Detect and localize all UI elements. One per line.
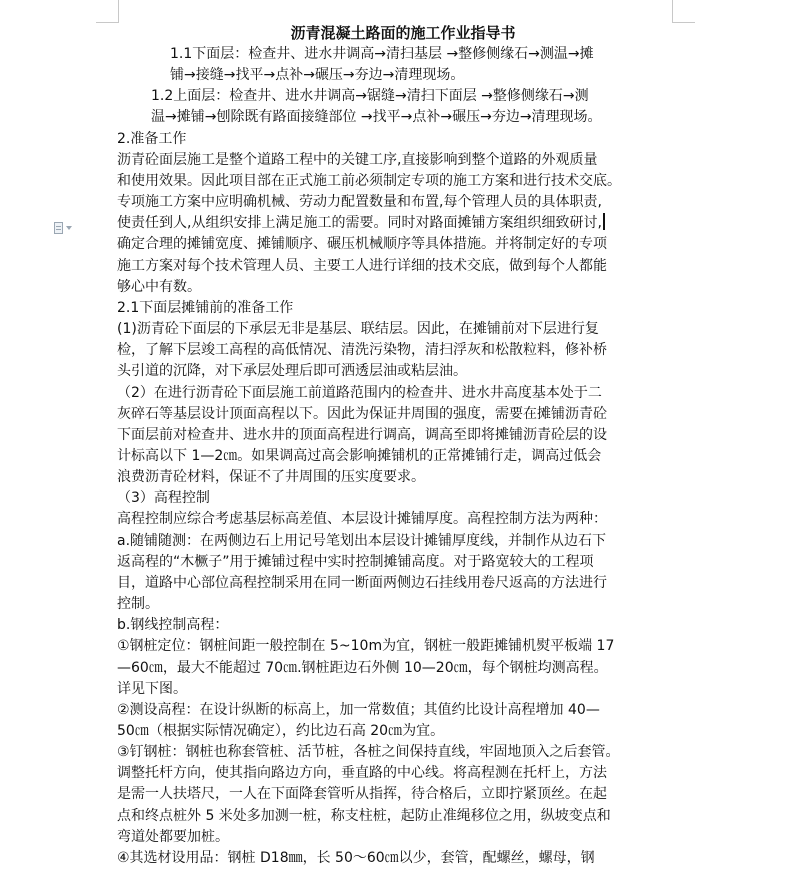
paragraph-step-4: ④其选材设用品：钢桩 D18㎜，长 50～60㎝以少，套管，配螺丝，螺母，钢	[117, 849, 595, 866]
section-heading-lower-layer-prep: 2.1下面层摊铺前的准备工作	[117, 299, 294, 316]
crop-mark-top-left	[96, 0, 119, 23]
paragraph-menu-button[interactable]	[54, 220, 82, 236]
section-heading-elevation-control: （3）高程控制	[117, 490, 210, 507]
paragraph-step-1: ①钢桩定位：钢桩间距一般控制在 5~10m为宜，钢桩一般距摊铺机熨平板端 17 —60㎝，最大不能超过 70㎝.钢桩距边石外侧 10—20㎝，每个钢桩均测高程。 详见下图。	[117, 638, 615, 697]
crop-mark-top-right	[672, 0, 695, 23]
document-icon	[54, 222, 63, 234]
paragraph-upper-layer-steps: 1.2上面层：检查井、进水井调高→锯缝→清扫下面层 →整修侧缘石→测 温→摊铺→刨除既有路面接缝部位 →找平→点补→碾压→夯边→清理现场。	[151, 88, 602, 126]
paragraph-item-1: (1)沥青砼下面层的下承层无非是基层、联结层。因此，在摊铺前对下层进行复 检，了解下层竣工高程的高低情况、清洗污染物，清扫浮灰和松散粒料，修补桥 头引道的沉降，对下承层处理后即可洒透层油或粘层油。	[117, 321, 607, 380]
document-page	[117, 22, 689, 869]
paragraph-item-2: （2）在进行沥青砼下面层施工前道路范围内的检查井、进水井高度基本处于二 灰碎石等基层设计顶面高程以下。因此为保证井周围的强度，需要在摊铺沥青砼 下面层前对检查井、进水井的顶面高程进行调高，调高至即将摊铺沥青砼层的设 计标高以下 1—2㎝。如果调高过高会影响摊铺机的正常摊铺行走，调高过低会 浪费沥青砼材料，保证不了井周围的压实度要求。	[117, 384, 607, 486]
paragraph-preparation-overview	[117, 150, 689, 298]
document-title: 沥青混凝土路面的施工作业指导书	[290, 24, 516, 42]
paragraph-preparation-text: 沥青砼面层施工是整个道路工程中的关键工序,直接影响到整个道路的外观质量 和使用效果。因此项目部在正式施工前必须制定专项的施工方案和进行技术交底。 专项施工方案中应明确机械、劳动力配置数量和布置,每个管理人员的具体职责, 使责任到人,从组织安排上满足施工的需要。同时对路面摊铺方案组织细致研讨, 确定合理的摊铺宽度、摊铺顺序、碾压机械顺序等具体措施。并将制定好的专项 施工方案对每个技术管理人员、主要工人进行详细的技术交底，做到每个人都能 够心中有数。	[117, 151, 621, 295]
text-cursor	[603, 213, 605, 230]
paragraph-step-2: ②测设高程：在设计纵断的标高上，加一常数值；其值约比设计高程增加 40— 50㎝（根据实际情况确定），约比边石高 20㎝为宜。	[117, 701, 600, 739]
paragraph-step-3: ③钉钢桩：钢桩也称套管桩、活节桩，各桩之间保持直线，牢固地顶入之后套管。 调整托杆方向，使其指向路边方向，垂直路的中心线。将高程测在托杆上，方法 是需一人扶塔尺，一人在下面降套管听从指挥，待合格后，立即拧紧顶丝。在起 点和终点桩外 5 米处多加测一桩，称支柱桩，起防止准绳移位之用，纵坡变点和 弯道处都要加桩。	[117, 744, 620, 845]
paragraph-lower-layer-steps: 1.1下面层：检查井、进水井调高→清扫基层 →整修侧缘石→测温→摊 铺→接缝→找平→点补→碾压→夯边→清理现场。	[170, 46, 594, 84]
caret-down-icon	[66, 226, 72, 230]
paragraph-elevation-methods: 高程控制应综合考虑基层标高差值、本层设计摊铺厚度。高程控制方法为两种： a.随铺随测：在两侧边石上用记号笔划出本层设计摊铺厚度线，并制作从边石下 返高程的“木橛子”用于摊铺过程中实时控制摊铺高度。对于路宽较大的工程项 目，道路中心部位高程控制采用在同一断面两侧边石挂线用卷尺返高的方法进行 控制。	[117, 511, 607, 613]
paragraph-steel-wire-heading: b.钢线控制高程：	[117, 617, 229, 634]
section-heading-preparation: 2.准备工作	[117, 130, 187, 147]
